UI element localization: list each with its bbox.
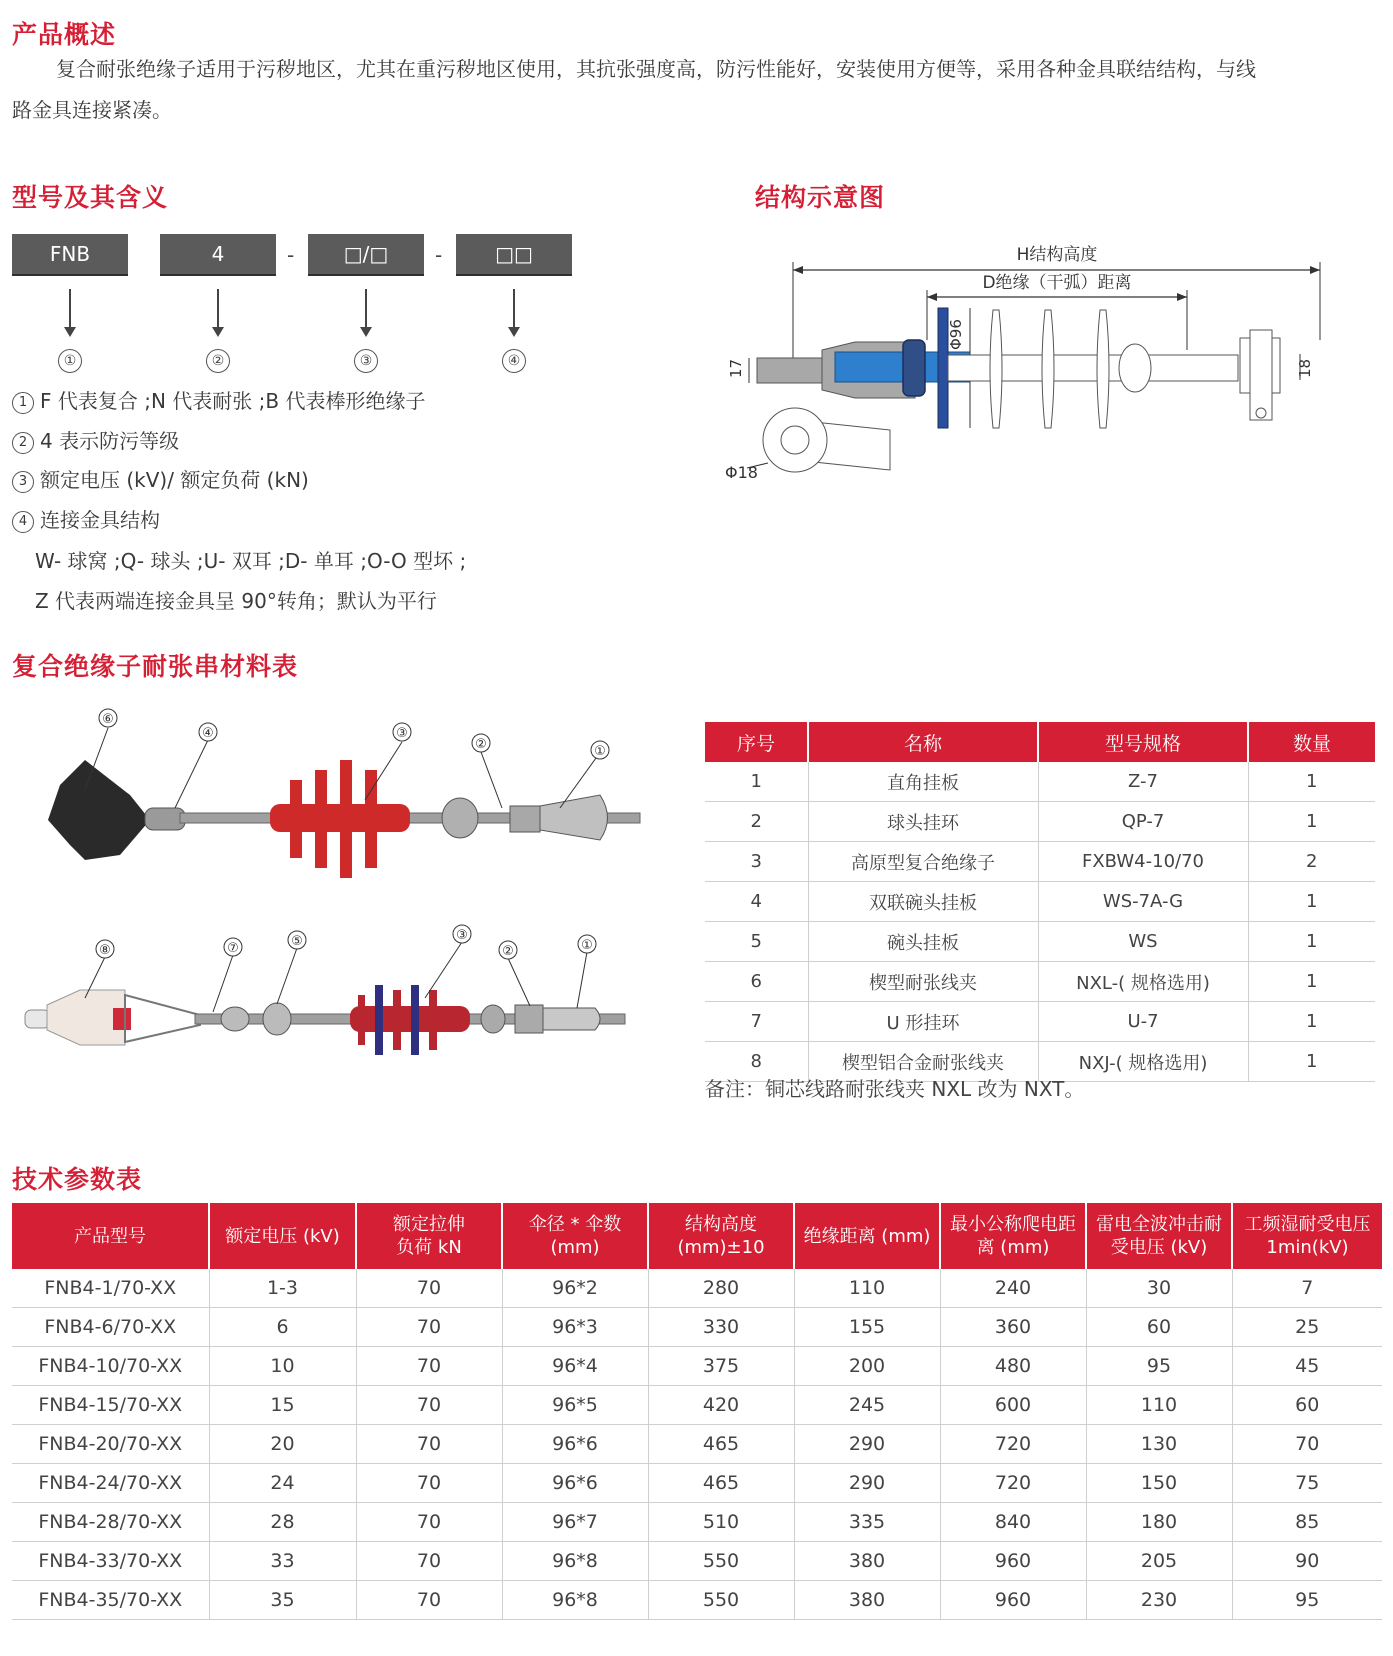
- cell: 230: [1086, 1581, 1232, 1620]
- code-box-fitting: □□: [456, 234, 572, 274]
- cell: 150: [1086, 1464, 1232, 1503]
- cell: 840: [940, 1503, 1086, 1542]
- cell: 96*6: [502, 1425, 648, 1464]
- cell: 380: [794, 1542, 940, 1581]
- cell: 高原型复合绝缘子: [808, 842, 1038, 882]
- cell: 110: [794, 1269, 940, 1308]
- dim-18-label: 18: [1296, 358, 1314, 378]
- header-lightning: [1086, 1203, 1232, 1269]
- cell: FNB4-28/70-XX: [12, 1503, 209, 1542]
- cell: 30: [1086, 1269, 1232, 1308]
- cell: U 形挂环: [808, 1002, 1038, 1042]
- header-text: 1min(kV): [1266, 1237, 1349, 1258]
- cell: WS-7A-G: [1038, 882, 1248, 922]
- meaning-num: 2: [12, 432, 34, 454]
- callout-1: ①: [581, 938, 593, 953]
- cell: 720: [940, 1425, 1086, 1464]
- cell: 60: [1086, 1308, 1232, 1347]
- cell: 1: [1248, 802, 1375, 842]
- cell: 380: [794, 1581, 940, 1620]
- header-insulation-distance: [794, 1203, 940, 1269]
- cell: 70: [1232, 1425, 1382, 1464]
- cell: FNB4-15/70-XX: [12, 1386, 209, 1425]
- meaning-num: 1: [12, 392, 34, 414]
- cell: 95: [1232, 1581, 1382, 1620]
- code-dash-1: -: [287, 243, 295, 267]
- cell: 70: [356, 1425, 502, 1464]
- meaning-text: 连接金具结构: [40, 508, 160, 532]
- cell: 1-3: [209, 1269, 356, 1308]
- cell: 510: [648, 1503, 794, 1542]
- tech-title: 技术参数表: [12, 1165, 143, 1194]
- overview-text-line2: 路金具连接紧凑。: [12, 98, 172, 122]
- meaning-num: 3: [12, 471, 34, 493]
- cell: 1: [1248, 882, 1375, 922]
- cell: 70: [356, 1347, 502, 1386]
- callout-6: ⑥: [102, 712, 114, 727]
- double-socket: [145, 808, 185, 830]
- cell: 70: [356, 1542, 502, 1581]
- cell: 96*4: [502, 1347, 648, 1386]
- materials-note: 备注：铜芯线路耐张线夹 NXL 改为 NXT。: [705, 1077, 1085, 1101]
- cell: 1: [1248, 762, 1375, 802]
- d-distance-label: D绝缘（干弧）距离: [982, 273, 1132, 293]
- insulator-body: [350, 1006, 470, 1032]
- header-name: 名称: [808, 722, 1038, 762]
- cotter-pin: [1256, 408, 1266, 418]
- cell: 600: [940, 1386, 1086, 1425]
- cell: 2: [1248, 842, 1375, 882]
- header-text: 工频湿耐受电压: [1244, 1214, 1371, 1235]
- tech-body: [12, 1269, 1382, 1620]
- overview-text-line1: 复合耐张绝缘子适用于污秽地区，尤其在重污秽地区使用，其抗张强度高，防污性能好，安装使用方便等，采用各种金具联结结构，与线: [56, 57, 1256, 81]
- header-text: 最小公称爬电距: [950, 1214, 1076, 1235]
- model-title: 型号及其含义: [12, 183, 169, 212]
- structure-diagram: [725, 230, 1375, 520]
- table-row: [705, 802, 1375, 842]
- cell: FNB4-24/70-XX: [12, 1464, 209, 1503]
- cell: 465: [648, 1464, 794, 1503]
- meaning-item-3: [12, 464, 309, 493]
- cell: 85: [1232, 1503, 1382, 1542]
- table-row: [705, 882, 1375, 922]
- cell: 335: [794, 1503, 940, 1542]
- header-creepage: [940, 1203, 1086, 1269]
- cell: FNB4-35/70-XX: [12, 1581, 209, 1620]
- cell: 465: [648, 1425, 794, 1464]
- shed: [990, 310, 1002, 428]
- table-row: [705, 842, 1375, 882]
- cell: FNB4-6/70-XX: [12, 1308, 209, 1347]
- callout-1: ①: [594, 744, 606, 759]
- arrow-right-icon: [1310, 266, 1320, 274]
- overview-title: 产品概述: [12, 20, 117, 49]
- table-row: [705, 762, 1375, 802]
- meaning-item-2: [12, 425, 179, 454]
- cell: 20: [209, 1425, 356, 1464]
- arrow-down-icon: [365, 289, 367, 335]
- cell: QP-7: [1038, 802, 1248, 842]
- header-model: [12, 1203, 209, 1269]
- cell: 96*8: [502, 1542, 648, 1581]
- h-height-label: H结构高度: [1016, 245, 1098, 265]
- cell: 1: [1248, 1002, 1375, 1042]
- cell: 24: [209, 1464, 356, 1503]
- cell: NXL-( 规格选用): [1038, 962, 1248, 1002]
- cell: 直角挂板: [808, 762, 1038, 802]
- code-num-4: ④: [502, 349, 526, 373]
- table-row: [12, 1386, 1382, 1425]
- header-text: (mm)±10: [677, 1237, 765, 1258]
- cell: 楔型耐张线夹: [808, 962, 1038, 1002]
- cell: 6: [209, 1308, 356, 1347]
- code-num-1: ①: [58, 349, 82, 373]
- cell: 200: [794, 1347, 940, 1386]
- meaning-item-4: [12, 504, 160, 533]
- cell: 70: [356, 1464, 502, 1503]
- cell: 6: [705, 962, 808, 1002]
- code-num-3: ③: [354, 349, 378, 373]
- cell: 110: [1086, 1386, 1232, 1425]
- cell: 75: [1232, 1464, 1382, 1503]
- cell: 1: [1248, 922, 1375, 962]
- cell: 96*8: [502, 1581, 648, 1620]
- materials-table: [705, 722, 1375, 1082]
- header-rated-load: [356, 1203, 502, 1269]
- cell: 双联碗头挂板: [808, 882, 1038, 922]
- cell: 70: [356, 1269, 502, 1308]
- header-text: 额定电压 (kV): [225, 1225, 340, 1247]
- meaning-angle-note: Z 代表两端连接金具呈 90°转角；默认为平行: [35, 589, 437, 613]
- header-text: 额定拉伸: [393, 1214, 465, 1235]
- shed: [1042, 310, 1054, 428]
- cell: 550: [648, 1542, 794, 1581]
- cell: 4: [705, 882, 808, 922]
- callout-2: ②: [502, 944, 514, 959]
- cell: 70: [356, 1503, 502, 1542]
- table-row: [705, 1002, 1375, 1042]
- header-text: 负荷 kN: [396, 1237, 462, 1258]
- arrow-down-icon: [513, 289, 515, 335]
- header-rated-voltage: [209, 1203, 356, 1269]
- cell: 1: [705, 762, 808, 802]
- cell: 96*2: [502, 1269, 648, 1308]
- tech-header-row: [12, 1203, 1382, 1269]
- table-row: [12, 1503, 1382, 1542]
- arrow-right-icon: [1177, 293, 1187, 301]
- cell: FNB4-10/70-XX: [12, 1347, 209, 1386]
- meaning-item-1: [12, 385, 425, 414]
- cell: 7: [705, 1002, 808, 1042]
- cell: 45: [1232, 1347, 1382, 1386]
- cell: 60: [1232, 1386, 1382, 1425]
- header-power-freq: [1232, 1203, 1382, 1269]
- cell: WS: [1038, 922, 1248, 962]
- string-photo-2: [25, 930, 625, 1065]
- tech-table: [12, 1203, 1382, 1620]
- string-photo-1: [40, 700, 650, 870]
- cell: 5: [705, 922, 808, 962]
- cell: 330: [648, 1308, 794, 1347]
- cell: FNB4-1/70-XX: [12, 1269, 209, 1308]
- cell: 155: [794, 1308, 940, 1347]
- header-height: [648, 1203, 794, 1269]
- header-text: 离 (mm): [976, 1237, 1050, 1258]
- cell: 1: [1248, 1042, 1375, 1082]
- cell: FXBW4-10/70: [1038, 842, 1248, 882]
- table-row: [12, 1581, 1382, 1620]
- callout-3: ③: [396, 726, 408, 741]
- cell: 960: [940, 1581, 1086, 1620]
- meaning-text: 额定电压 (kV)/ 额定负荷 (kN): [40, 468, 309, 492]
- arrow-left-icon: [927, 293, 937, 301]
- ball-eye: [442, 798, 478, 838]
- cell: U-7: [1038, 1002, 1248, 1042]
- cell: FNB4-20/70-XX: [12, 1425, 209, 1464]
- cell: 960: [940, 1542, 1086, 1581]
- cell: 550: [648, 1581, 794, 1620]
- cell: 245: [794, 1386, 940, 1425]
- header-text: 受电压 (kV): [1110, 1237, 1208, 1258]
- meaning-text: F 代表复合 ;N 代表耐张 ;B 代表棒形绝缘子: [40, 389, 426, 413]
- header-qty: 数量: [1248, 722, 1375, 762]
- table-row: [12, 1308, 1382, 1347]
- table-row: [12, 1269, 1382, 1308]
- cell: 205: [1086, 1542, 1232, 1581]
- overview-text: [12, 49, 1382, 131]
- cell: 3: [705, 842, 808, 882]
- cell: 480: [940, 1347, 1086, 1386]
- cell: 70: [356, 1581, 502, 1620]
- cell: 28: [209, 1503, 356, 1542]
- cell: 360: [940, 1308, 1086, 1347]
- meaning-text: 4 表示防污等级: [40, 429, 180, 453]
- cell: 70: [356, 1308, 502, 1347]
- left-rod: [757, 358, 822, 383]
- cell: 33: [209, 1542, 356, 1581]
- phi96-label: Φ96: [947, 319, 965, 350]
- arrow-left-icon: [793, 266, 803, 274]
- cell: 1: [1248, 962, 1375, 1002]
- meaning-num: 4: [12, 511, 34, 533]
- arrow-down-icon: [69, 289, 71, 335]
- header-text: 绝缘距离 (mm): [803, 1225, 931, 1247]
- structure-title: 结构示意图: [755, 183, 886, 212]
- cell: 290: [794, 1425, 940, 1464]
- meaning-fitting-codes: W- 球窝 ;Q- 球头 ;U- 双耳 ;D- 单耳 ;O-O 型坏 ;: [35, 549, 467, 573]
- dim-17-label: 17: [727, 358, 745, 378]
- callout-2: ②: [475, 737, 487, 752]
- cell: 280: [648, 1269, 794, 1308]
- cell: 10: [209, 1347, 356, 1386]
- cell: 7: [1232, 1269, 1382, 1308]
- wedge-clamp: [48, 760, 150, 860]
- table-row: [705, 962, 1375, 1002]
- table-row: [12, 1347, 1382, 1386]
- cell: 180: [1086, 1503, 1232, 1542]
- cell: 95: [1086, 1347, 1232, 1386]
- callout-7: ⑦: [227, 941, 239, 956]
- table-row: [12, 1542, 1382, 1581]
- header-text: 雷电全波冲击耐: [1096, 1214, 1222, 1235]
- cell: 375: [648, 1347, 794, 1386]
- cell: 15: [209, 1386, 356, 1425]
- cell: 240: [940, 1269, 1086, 1308]
- code-dash-2: -: [435, 243, 443, 267]
- table-row: [705, 922, 1375, 962]
- callout-5: ⑤: [291, 934, 303, 949]
- cell: FNB4-33/70-XX: [12, 1542, 209, 1581]
- cell: 8: [705, 1042, 808, 1082]
- cell: 96*7: [502, 1503, 648, 1542]
- cell: 720: [940, 1464, 1086, 1503]
- cell: 96*6: [502, 1464, 648, 1503]
- code-box-grade: 4: [160, 234, 276, 274]
- right-end-pin: [1250, 330, 1272, 420]
- cell: 碗头挂板: [808, 922, 1038, 962]
- cell: 球头挂环: [808, 802, 1038, 842]
- header-shed: [502, 1203, 648, 1269]
- shed: [1097, 310, 1109, 428]
- cell: Z-7: [1038, 762, 1248, 802]
- code-box-fnb: FNB: [12, 234, 128, 274]
- end-bulb: [1119, 344, 1151, 392]
- callout-8: ⑧: [99, 943, 111, 958]
- header-text: 产品型号: [74, 1225, 146, 1247]
- header-text: (mm): [550, 1237, 600, 1258]
- cell: 290: [794, 1464, 940, 1503]
- cell: 90: [1232, 1542, 1382, 1581]
- phi18-label: Φ18: [725, 463, 758, 482]
- materials-title: 复合绝缘子耐张串材料表: [12, 652, 299, 681]
- cell: 35: [209, 1581, 356, 1620]
- cell: 70: [356, 1386, 502, 1425]
- materials-header-row: [705, 722, 1375, 762]
- arrow-down-icon: [217, 289, 219, 335]
- code-box-voltage-load: □/□: [308, 234, 424, 274]
- cell: 25: [1232, 1308, 1382, 1347]
- cell: 130: [1086, 1425, 1232, 1464]
- callout-3: ③: [456, 928, 468, 943]
- table-row: [12, 1425, 1382, 1464]
- flange: [903, 340, 925, 396]
- cell: 96*5: [502, 1386, 648, 1425]
- header-text: 结构高度: [685, 1214, 757, 1235]
- cell: 2: [705, 802, 808, 842]
- code-num-2: ②: [206, 349, 230, 373]
- table-row: [12, 1464, 1382, 1503]
- cell: 楔型铝合金耐张线夹: [808, 1042, 1038, 1082]
- header-spec: 型号规格: [1038, 722, 1248, 762]
- cell: NXJ-( 规格选用): [1038, 1042, 1248, 1082]
- header-index: 序号: [705, 722, 808, 762]
- cell: 96*3: [502, 1308, 648, 1347]
- clevis-plate: [540, 795, 608, 840]
- cell: 420: [648, 1386, 794, 1425]
- header-text: 伞径 * 伞数: [528, 1214, 622, 1235]
- callout-4: ④: [202, 726, 214, 741]
